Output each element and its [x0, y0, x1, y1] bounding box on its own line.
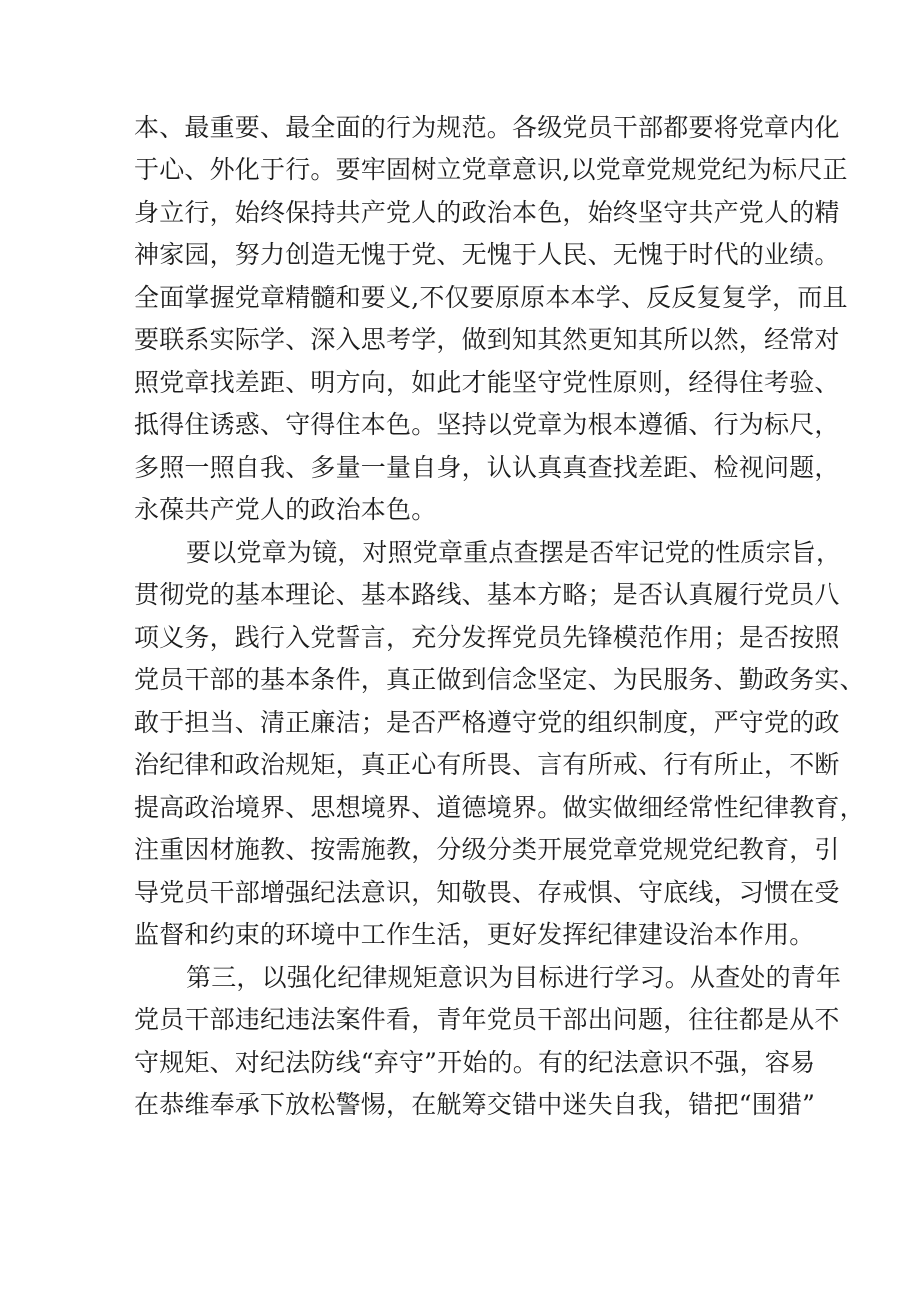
text-line: 永葆共产党人的政治本色。 [134, 495, 437, 524]
text-line: 党员干部违纪违法案件看，青年党员干部出问题，往往都是从不 [134, 1005, 840, 1034]
text-line: 照党章找差距、明方向，如此才能坚守党性原则，经得住考验、 [134, 368, 840, 397]
text-line: 第三，以强化纪律规矩意识为目标进行学习。从查处的青年 [186, 963, 842, 992]
text-line: 于心、外化于行。要牢固树立党章意识,以党章党规党纪为标尺正 [134, 155, 848, 184]
text-line: 监督和约束的环境中工作生活，更好发挥纪律建设治本作用。 [134, 920, 815, 949]
text-line: 党员干部的基本条件，真正做到信念坚定、为民服务、勤政务实、 [134, 665, 865, 694]
text-line: 多照一照自我、多量一量自身，认认真真查找差距、检视问题， [134, 453, 840, 482]
text-line: 贯彻党的基本理论、基本路线、基本方略；是否认真履行党员八 [134, 580, 840, 609]
text-line: 在恭维奉承下放松警惕，在觥筹交错中迷失自我，错把“围猎” [134, 1090, 816, 1119]
text-line: 要联系实际学、深入思考学，做到知其然更知其所以然，经常对 [134, 325, 840, 354]
text-line: 要以党章为镜，对照党章重点查摆是否牢记党的性质宗旨， [186, 538, 842, 567]
text-line: 本、最重要、最全面的行为规范。各级党员干部都要将党章内化 [134, 113, 840, 142]
text-line: 项义务，践行入党誓言，充分发挥党员先锋模范作用；是否按照 [134, 623, 840, 652]
text-line: 抵得住诱惑、守得住本色。坚持以党章为根本遵循、行为标尺， [134, 410, 840, 439]
text-line: 敢于担当、清正廉洁；是否严格遵守党的组织制度，严守党的政 [134, 708, 840, 737]
text-line: 提高政治境界、思想境界、道德境界。做实做细经常性纪律教育， [134, 793, 865, 822]
text-line: 守规矩、对纪法防线“弃守”开始的。有的纪法意识不强，容易 [134, 1048, 816, 1077]
text-line: 全面掌握党章精髓和要义,不仅要原原本本学、反反复复学，而且 [134, 283, 848, 312]
text-line: 注重因材施教、按需施教，分级分类开展党章党规党纪教育，引 [134, 835, 840, 864]
text-line: 神家园，努力创造无愧于党、无愧于人民、无愧于时代的业绩。 [134, 240, 840, 269]
text-line: 身立行，始终保持共产党人的政治本色，始终坚守共产党人的精 [134, 198, 840, 227]
text-line: 导党员干部增强纪法意识，知敬畏、存戒惧、守底线，习惯在受 [134, 878, 840, 907]
text-line: 治纪律和政治规矩，真正心有所畏、言有所戒、行有所止，不断 [134, 750, 840, 779]
